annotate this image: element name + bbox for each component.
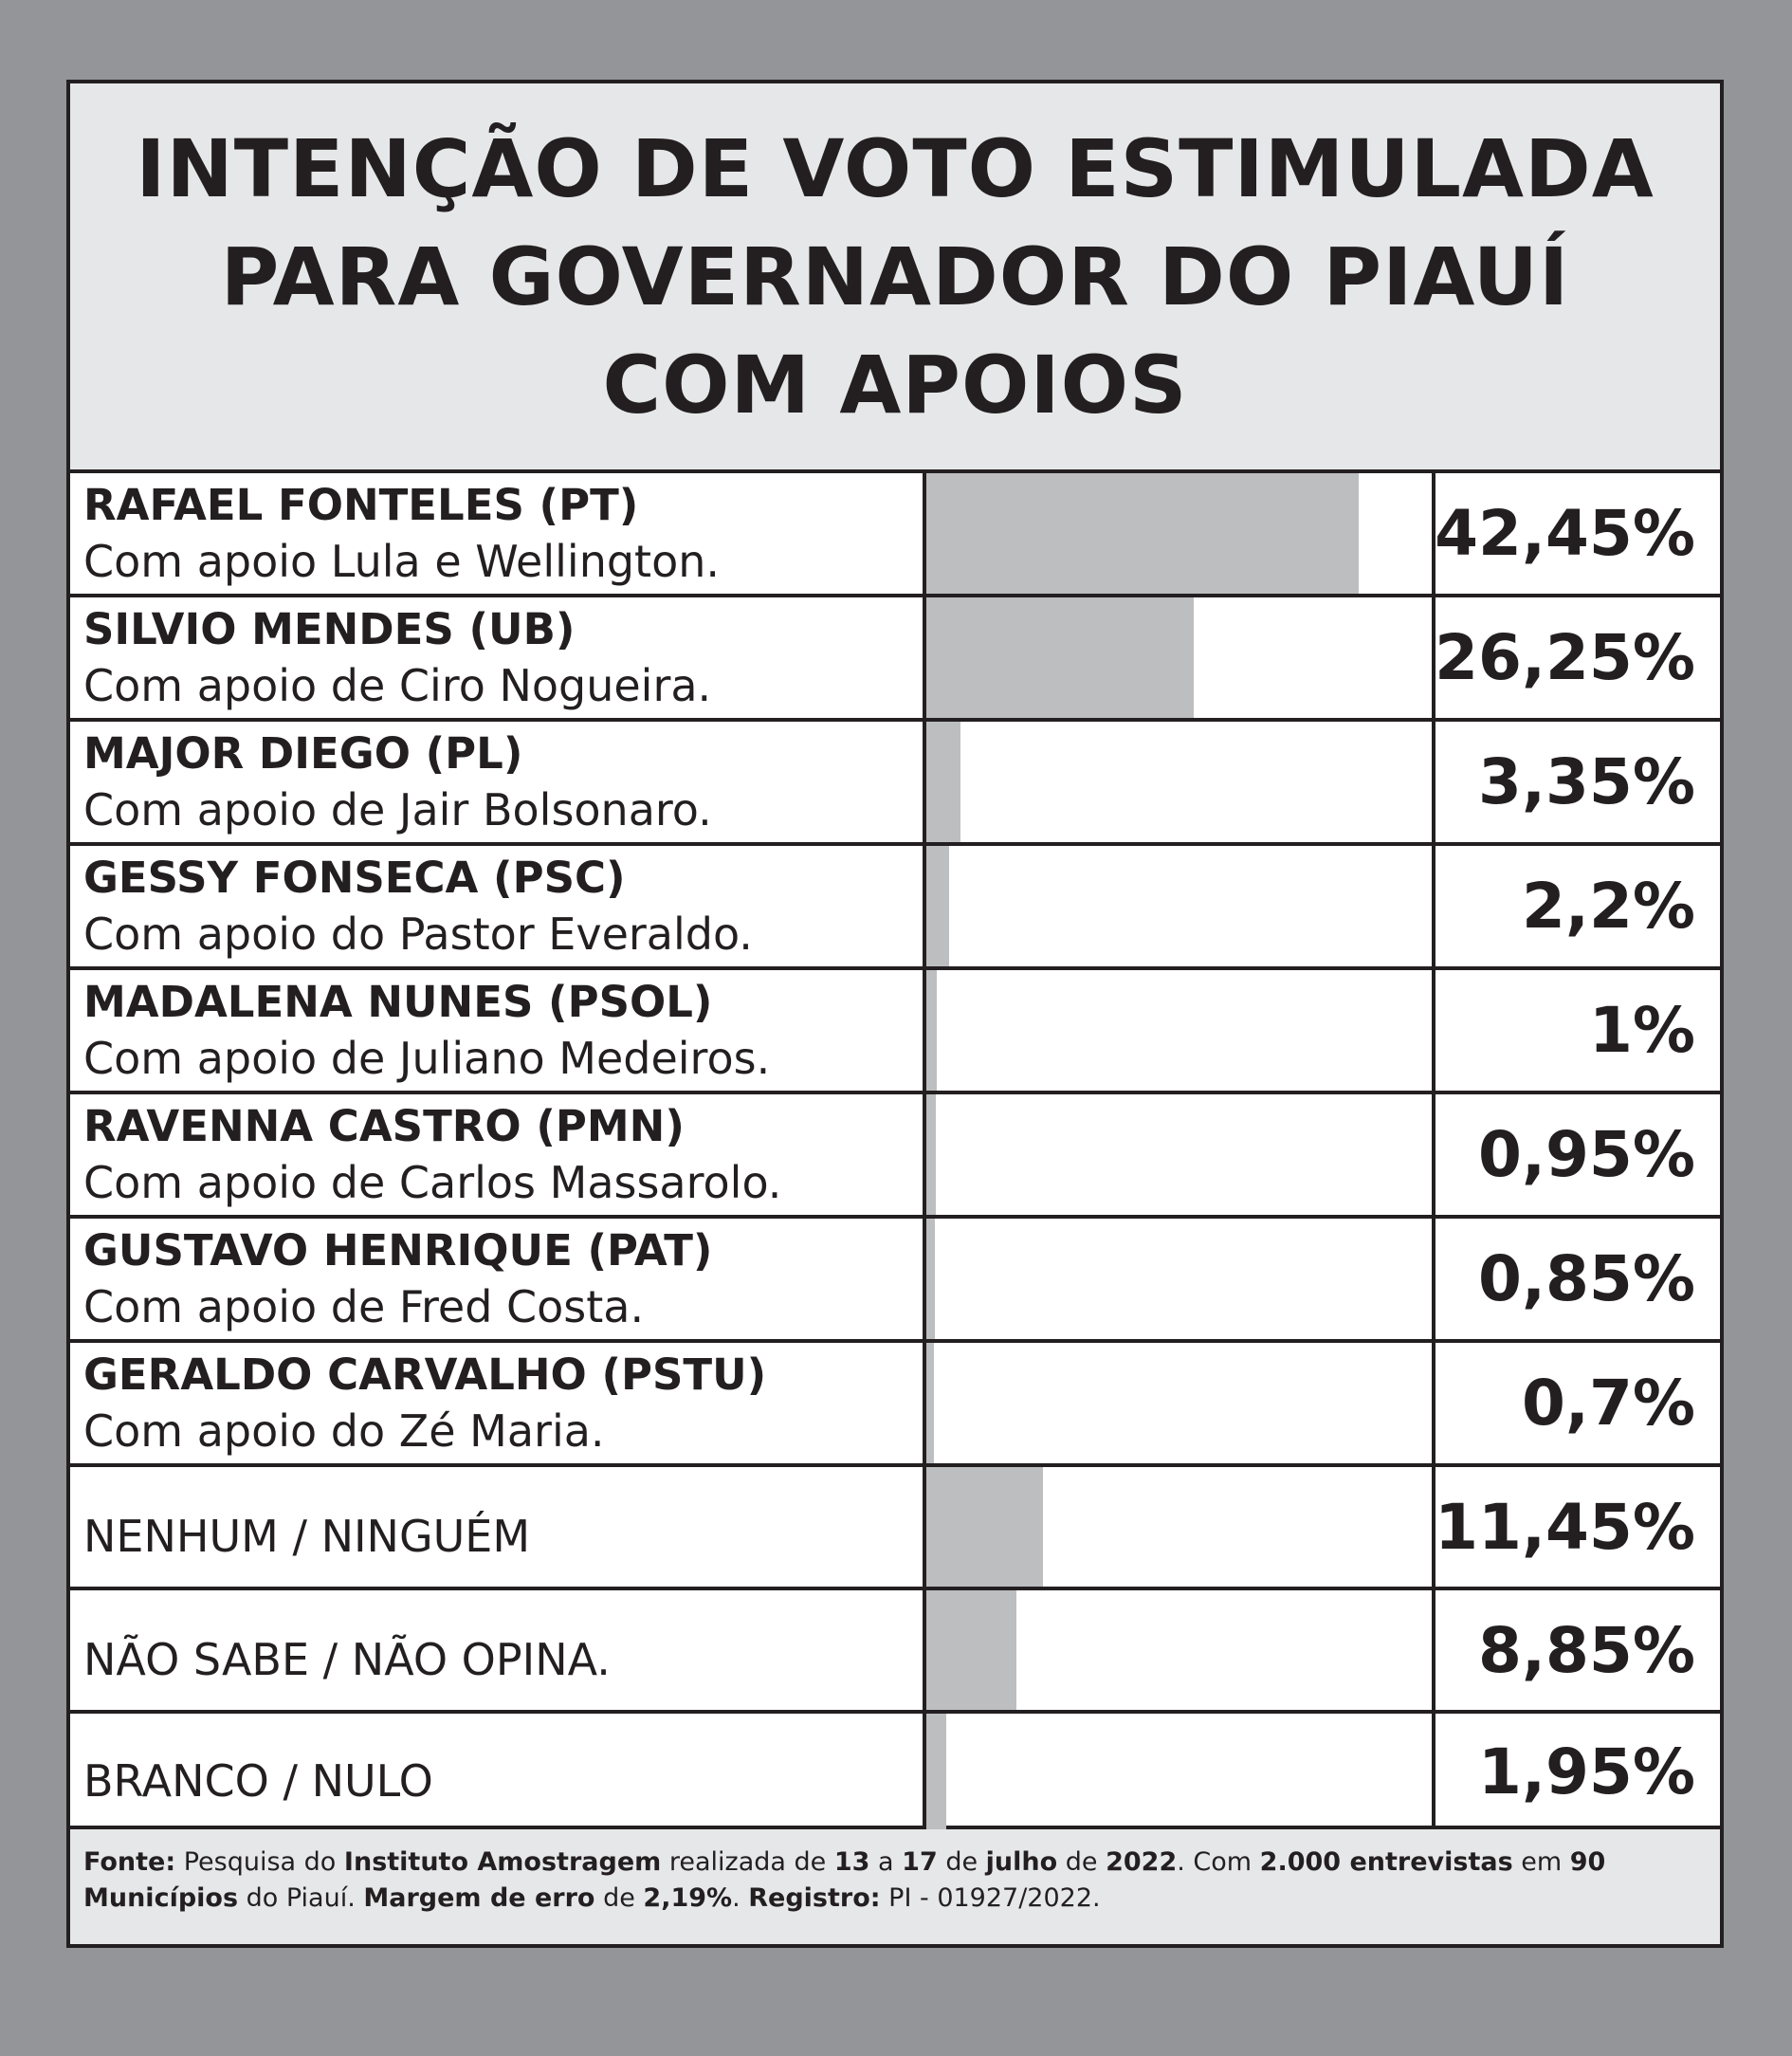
value-label: 0,85% [1478, 1242, 1695, 1315]
footnote-segment: julho [985, 1847, 1058, 1877]
bar-cell [926, 1590, 1435, 1710]
value-label: 8,85% [1478, 1613, 1695, 1687]
value-label: 0,7% [1521, 1367, 1695, 1440]
result-row [70, 970, 1720, 1094]
source-footnote [83, 1845, 1695, 1917]
bar [926, 1343, 934, 1463]
footnote-segment: 2,19% [643, 1883, 733, 1913]
footnote-segment: 13 [833, 1847, 870, 1877]
value-label: 11,45% [1435, 1490, 1695, 1564]
category-name: BRANCO / NULO [83, 1755, 433, 1807]
value-label: 3,35% [1478, 745, 1695, 818]
footnote-segment: Fonte: [83, 1847, 176, 1877]
bar-cell [926, 473, 1435, 594]
bar-cell [926, 1094, 1435, 1215]
footnote-segment: Pesquisa do [175, 1847, 344, 1877]
bar [926, 473, 1359, 594]
result-row [70, 722, 1720, 846]
footnote-segment: . Com [1177, 1847, 1260, 1877]
bar [926, 846, 949, 966]
candidate-support: Com apoio Lula e Wellington. [83, 535, 720, 587]
bar-cell [926, 970, 1435, 1091]
candidate-name: RAVENNA CASTRO (PMN) [83, 1100, 685, 1151]
bar-cell [926, 1343, 1435, 1463]
candidate-name: RAFAEL FONTELES (PT) [83, 479, 639, 530]
candidate-support: Com apoio de Carlos Massarolo. [83, 1156, 782, 1208]
value-label: 1% [1588, 994, 1695, 1067]
bar [926, 1590, 1016, 1710]
candidate-name: MAJOR DIEGO (PL) [83, 727, 523, 779]
bar [926, 1094, 936, 1215]
bar [926, 597, 1194, 718]
value-label: 2,2% [1521, 870, 1695, 943]
footnote-segment: 2022 [1106, 1847, 1178, 1877]
bar [926, 1714, 946, 1829]
chart-title-line-2: PARA GOVERNADOR DO PIAUÍ [220, 229, 1570, 323]
footnote-segment: Margem de erro [363, 1883, 595, 1913]
row-label-cell [70, 1094, 926, 1215]
row-label-cell [70, 846, 926, 966]
footnote-segment: realizada de [661, 1847, 834, 1877]
row-label-cell [70, 1590, 926, 1710]
bar [926, 970, 937, 1091]
value-label: 0,95% [1478, 1118, 1695, 1191]
row-label-cell [70, 597, 926, 718]
candidate-support: Com apoio de Jair Bolsonaro. [83, 783, 712, 835]
result-row [70, 1094, 1720, 1219]
footnote-segment: do Piauí. [238, 1883, 364, 1913]
result-row [70, 1343, 1720, 1467]
footnote-segment: de [594, 1883, 644, 1913]
result-row [70, 473, 1720, 597]
result-row [70, 846, 1720, 970]
footnote-segment: . [732, 1883, 749, 1913]
value-label: 42,45% [1435, 497, 1695, 570]
candidate-name: SILVIO MENDES (UB) [83, 603, 576, 654]
footnote-segment: de [1057, 1847, 1106, 1877]
footnote-segment: 90 Municípios [83, 1847, 1606, 1913]
row-label-cell [70, 473, 926, 594]
row-label-cell [70, 1219, 926, 1339]
bar-cell [926, 846, 1435, 966]
footnote-segment: em [1512, 1847, 1570, 1877]
candidate-support: Com apoio do Zé Maria. [83, 1404, 605, 1457]
title-box [70, 83, 1720, 469]
bar-cell [926, 1219, 1435, 1339]
row-label-cell [70, 722, 926, 842]
row-label-cell [70, 1343, 926, 1463]
value-label: 1,95% [1478, 1735, 1695, 1808]
bar-cell [926, 597, 1435, 718]
footnote-segment: PI - 01927/2022. [880, 1883, 1101, 1913]
category-name: NÃO SABE / NÃO OPINA. [83, 1634, 611, 1685]
candidate-support: Com apoio de Juliano Medeiros. [83, 1032, 771, 1084]
footnote-segment: 2.000 entrevistas [1259, 1847, 1513, 1877]
chart-title-line-3: COM APOIOS [602, 338, 1188, 431]
results-table [70, 469, 1720, 1829]
result-row [70, 1590, 1720, 1714]
bar-cell [926, 1714, 1435, 1829]
category-name: NENHUM / NINGUÉM [83, 1511, 531, 1562]
poll-card [66, 80, 1724, 1948]
footnote-segment: Instituto Amostragem [343, 1847, 662, 1877]
candidate-name: GUSTAVO HENRIQUE (PAT) [83, 1224, 713, 1276]
footnote-segment: Registro: [748, 1883, 881, 1913]
bar-cell [926, 1467, 1435, 1587]
footnote-segment: de [937, 1847, 986, 1877]
result-row [70, 597, 1720, 722]
candidate-support: Com apoio de Ciro Nogueira. [83, 659, 712, 711]
bar [926, 1219, 935, 1339]
candidate-name: GESSY FONSECA (PSC) [83, 852, 626, 903]
row-label-cell [70, 970, 926, 1091]
row-label-cell [70, 1714, 926, 1829]
value-label: 26,25% [1435, 621, 1695, 694]
candidate-support: Com apoio do Pastor Everaldo. [83, 908, 753, 960]
result-row [70, 1467, 1720, 1590]
candidate-name: MADALENA NUNES (PSOL) [83, 976, 713, 1027]
bar-cell [926, 722, 1435, 842]
result-row [70, 1714, 1720, 1829]
footnote-segment: 17 [902, 1847, 938, 1877]
row-label-cell [70, 1467, 926, 1587]
bar [926, 722, 960, 842]
footnote-segment: a [869, 1847, 903, 1877]
result-row [70, 1219, 1720, 1343]
candidate-name: GERALDO CARVALHO (PSTU) [83, 1349, 767, 1400]
candidate-support: Com apoio de Fred Costa. [83, 1280, 645, 1332]
bar [926, 1467, 1043, 1587]
chart-title-line-1: INTENÇÃO DE VOTO ESTIMULADA [136, 121, 1655, 215]
